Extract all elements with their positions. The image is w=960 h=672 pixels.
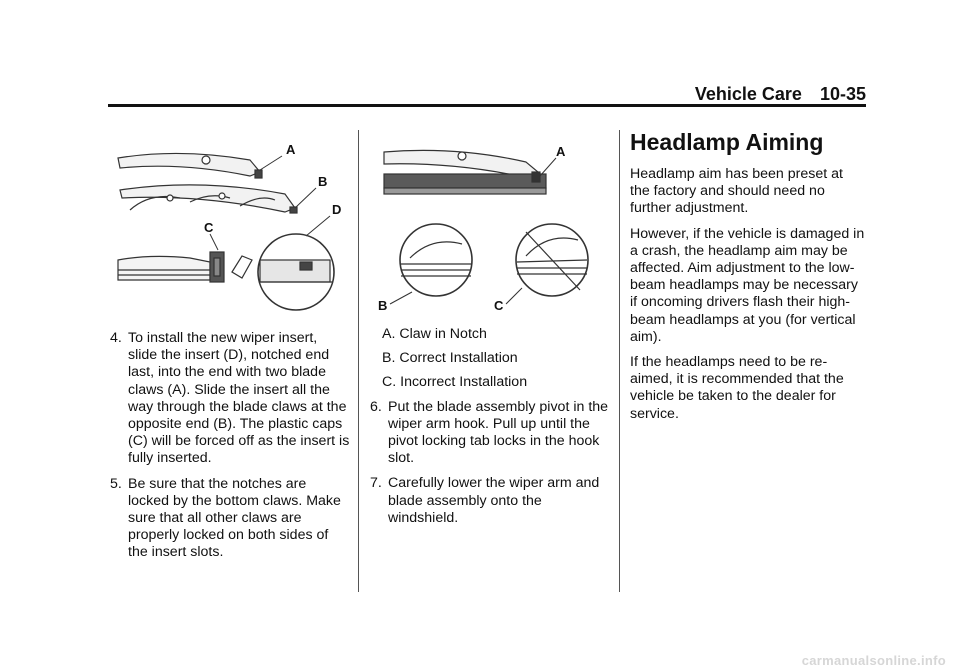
section-heading: Headlamp Aiming (630, 129, 824, 155)
step-text: To install the new wiper insert, slide the insert (D), notched end last, into the end with two blade claws (A). Slide the insert all the way through the blade claws at the opposite end (B). The plastic caps (C) will be forced off as the insert is fully inserted. (128, 330, 350, 467)
column-2 (370, 326, 612, 535)
step-6 (370, 399, 612, 468)
step-number: 5. (110, 475, 122, 492)
figure1-label-d: D (332, 202, 342, 217)
step-text: Put the blade assembly pivot in the wiper arm hook. Pull up until the pivot locking tab locks in the hook slot. (388, 398, 609, 467)
column-1 (110, 330, 350, 570)
legend-item-c: C. Incorrect Installation (382, 374, 528, 391)
paragraph: Headlamp aim has been preset at the factory and should need no further adjustment. (630, 166, 843, 217)
step-number: 7. (370, 475, 382, 492)
figure2-label-a: A (556, 144, 566, 159)
column-divider-2 (619, 130, 620, 592)
step-7 (370, 475, 612, 527)
legend-item-b: B. Correct Installation (382, 350, 518, 367)
column-divider-1 (358, 130, 359, 592)
column-3 (630, 128, 866, 431)
step-number: 4. (110, 330, 122, 346)
section-title: Vehicle Care (694, 84, 802, 104)
figure2-label-b: B (378, 298, 388, 313)
step-number: 6. (370, 398, 382, 415)
step-4 (110, 330, 350, 468)
blade-claw-illustration (376, 132, 612, 314)
step-text: Carefully lower the wiper arm and blade assembly onto the windshield. (388, 475, 600, 526)
figure1-label-c: C (204, 220, 214, 235)
paragraph: If the headlamps need to be re-aimed, it is recommended that the vehicle be taken to the dealer for service. (630, 354, 844, 422)
page-header (695, 84, 866, 105)
step-text: Be sure that the notches are locked by the bottom claws. Make sure that all other claws are properly locked on both sides of the insert slots. (128, 475, 341, 561)
step-5 (110, 476, 350, 562)
figure1-label-b: B (318, 174, 328, 189)
figure2-label-c: C (494, 298, 504, 313)
watermark: carmanualsonline.info (801, 653, 946, 668)
header-rule (108, 104, 866, 107)
page-number: 10-35 (819, 84, 866, 104)
wiper-insert-illustration (110, 132, 350, 314)
figure1-label-a: A (286, 142, 296, 157)
legend-item-a: A. Claw in Notch (382, 326, 487, 342)
paragraph: However, if the vehicle is damaged in a crash, the headlamp aim may be affected. Aim adjustment to the low-beam headlamps may be necessary if oncoming drivers flash their high-beam headlamps at you (for vertical aim). (630, 225, 865, 345)
